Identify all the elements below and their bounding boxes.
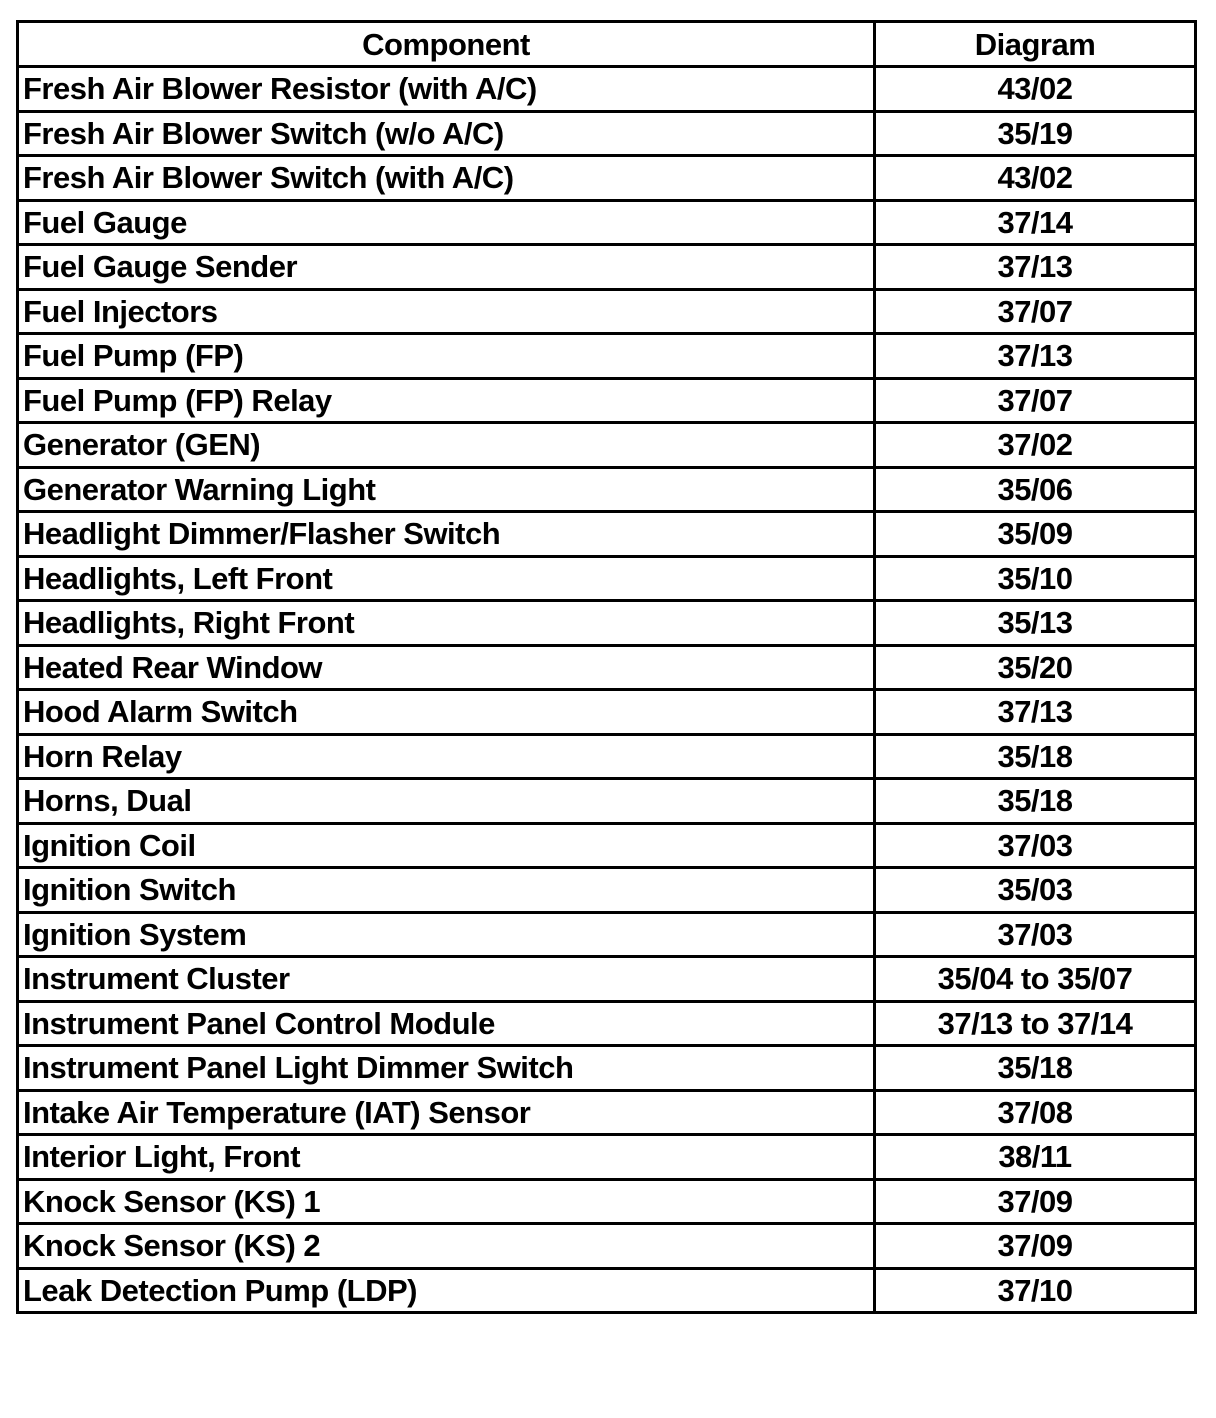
component-cell: Fuel Gauge Sender bbox=[18, 245, 875, 290]
diagram-cell: 37/14 bbox=[875, 200, 1196, 245]
component-cell: Knock Sensor (KS) 2 bbox=[18, 1224, 875, 1269]
component-cell: Instrument Panel Control Module bbox=[18, 1001, 875, 1046]
diagram-cell: 37/09 bbox=[875, 1179, 1196, 1224]
diagram-cell: 37/09 bbox=[875, 1224, 1196, 1269]
component-cell: Interior Light, Front bbox=[18, 1135, 875, 1180]
component-cell: Instrument Panel Light Dimmer Switch bbox=[18, 1046, 875, 1091]
diagram-cell: 37/07 bbox=[875, 378, 1196, 423]
diagram-cell: 37/02 bbox=[875, 423, 1196, 468]
diagram-cell: 35/18 bbox=[875, 779, 1196, 824]
diagram-cell: 35/18 bbox=[875, 1046, 1196, 1091]
diagram-cell: 38/11 bbox=[875, 1135, 1196, 1180]
component-cell: Instrument Cluster bbox=[18, 957, 875, 1002]
table-row bbox=[18, 423, 1196, 468]
diagram-cell: 37/13 bbox=[875, 690, 1196, 735]
component-cell: Ignition Coil bbox=[18, 823, 875, 868]
table-row bbox=[18, 200, 1196, 245]
diagram-cell: 37/03 bbox=[875, 823, 1196, 868]
diagram-cell: 37/10 bbox=[875, 1268, 1196, 1313]
component-cell: Fuel Injectors bbox=[18, 289, 875, 334]
table-row bbox=[18, 378, 1196, 423]
component-cell: Leak Detection Pump (LDP) bbox=[18, 1268, 875, 1313]
column-header-component: Component bbox=[18, 22, 875, 67]
component-cell: Heated Rear Window bbox=[18, 645, 875, 690]
component-cell: Headlight Dimmer/Flasher Switch bbox=[18, 512, 875, 557]
diagram-cell: 35/13 bbox=[875, 601, 1196, 646]
diagram-cell: 35/04 to 35/07 bbox=[875, 957, 1196, 1002]
table-row bbox=[18, 512, 1196, 557]
component-cell: Knock Sensor (KS) 1 bbox=[18, 1179, 875, 1224]
component-cell: Horns, Dual bbox=[18, 779, 875, 824]
table-row bbox=[18, 1224, 1196, 1269]
table-row bbox=[18, 601, 1196, 646]
diagram-cell: 35/18 bbox=[875, 734, 1196, 779]
table-row bbox=[18, 334, 1196, 379]
table-row bbox=[18, 779, 1196, 824]
table-row bbox=[18, 245, 1196, 290]
table-row bbox=[18, 1135, 1196, 1180]
table-body bbox=[18, 67, 1196, 1313]
component-cell: Generator Warning Light bbox=[18, 467, 875, 512]
component-cell: Fresh Air Blower Switch (w/o A/C) bbox=[18, 111, 875, 156]
diagram-cell: 37/07 bbox=[875, 289, 1196, 334]
component-cell: Intake Air Temperature (IAT) Sensor bbox=[18, 1090, 875, 1135]
table-row bbox=[18, 645, 1196, 690]
component-cell: Headlights, Right Front bbox=[18, 601, 875, 646]
table-row bbox=[18, 67, 1196, 112]
component-cell: Horn Relay bbox=[18, 734, 875, 779]
diagram-cell: 37/08 bbox=[875, 1090, 1196, 1135]
diagram-cell: 37/13 bbox=[875, 334, 1196, 379]
table-row bbox=[18, 467, 1196, 512]
table-row bbox=[18, 1046, 1196, 1091]
component-cell: Generator (GEN) bbox=[18, 423, 875, 468]
table-row bbox=[18, 912, 1196, 957]
table-row bbox=[18, 957, 1196, 1002]
table-row bbox=[18, 868, 1196, 913]
diagram-cell: 37/13 bbox=[875, 245, 1196, 290]
table-row bbox=[18, 1001, 1196, 1046]
table-row bbox=[18, 556, 1196, 601]
table-row bbox=[18, 111, 1196, 156]
table-row bbox=[18, 823, 1196, 868]
diagram-cell: 35/19 bbox=[875, 111, 1196, 156]
component-cell: Fresh Air Blower Resistor (with A/C) bbox=[18, 67, 875, 112]
component-diagram-table bbox=[16, 20, 1197, 1314]
table-header-row bbox=[18, 22, 1196, 67]
document-page bbox=[16, 20, 1194, 1314]
table-row bbox=[18, 1268, 1196, 1313]
component-cell: Fresh Air Blower Switch (with A/C) bbox=[18, 156, 875, 201]
diagram-cell: 35/03 bbox=[875, 868, 1196, 913]
diagram-cell: 43/02 bbox=[875, 156, 1196, 201]
diagram-cell: 37/13 to 37/14 bbox=[875, 1001, 1196, 1046]
diagram-cell: 35/09 bbox=[875, 512, 1196, 557]
component-cell: Fuel Pump (FP) bbox=[18, 334, 875, 379]
component-cell: Headlights, Left Front bbox=[18, 556, 875, 601]
table-row bbox=[18, 1179, 1196, 1224]
table-row bbox=[18, 734, 1196, 779]
component-cell: Fuel Gauge bbox=[18, 200, 875, 245]
diagram-cell: 35/06 bbox=[875, 467, 1196, 512]
diagram-cell: 37/03 bbox=[875, 912, 1196, 957]
component-cell: Hood Alarm Switch bbox=[18, 690, 875, 735]
diagram-cell: 35/20 bbox=[875, 645, 1196, 690]
column-header-diagram: Diagram bbox=[875, 22, 1196, 67]
diagram-cell: 35/10 bbox=[875, 556, 1196, 601]
component-cell: Ignition System bbox=[18, 912, 875, 957]
table-row bbox=[18, 156, 1196, 201]
diagram-cell: 43/02 bbox=[875, 67, 1196, 112]
component-cell: Ignition Switch bbox=[18, 868, 875, 913]
table-row bbox=[18, 1090, 1196, 1135]
component-cell: Fuel Pump (FP) Relay bbox=[18, 378, 875, 423]
table-row bbox=[18, 289, 1196, 334]
table-row bbox=[18, 690, 1196, 735]
